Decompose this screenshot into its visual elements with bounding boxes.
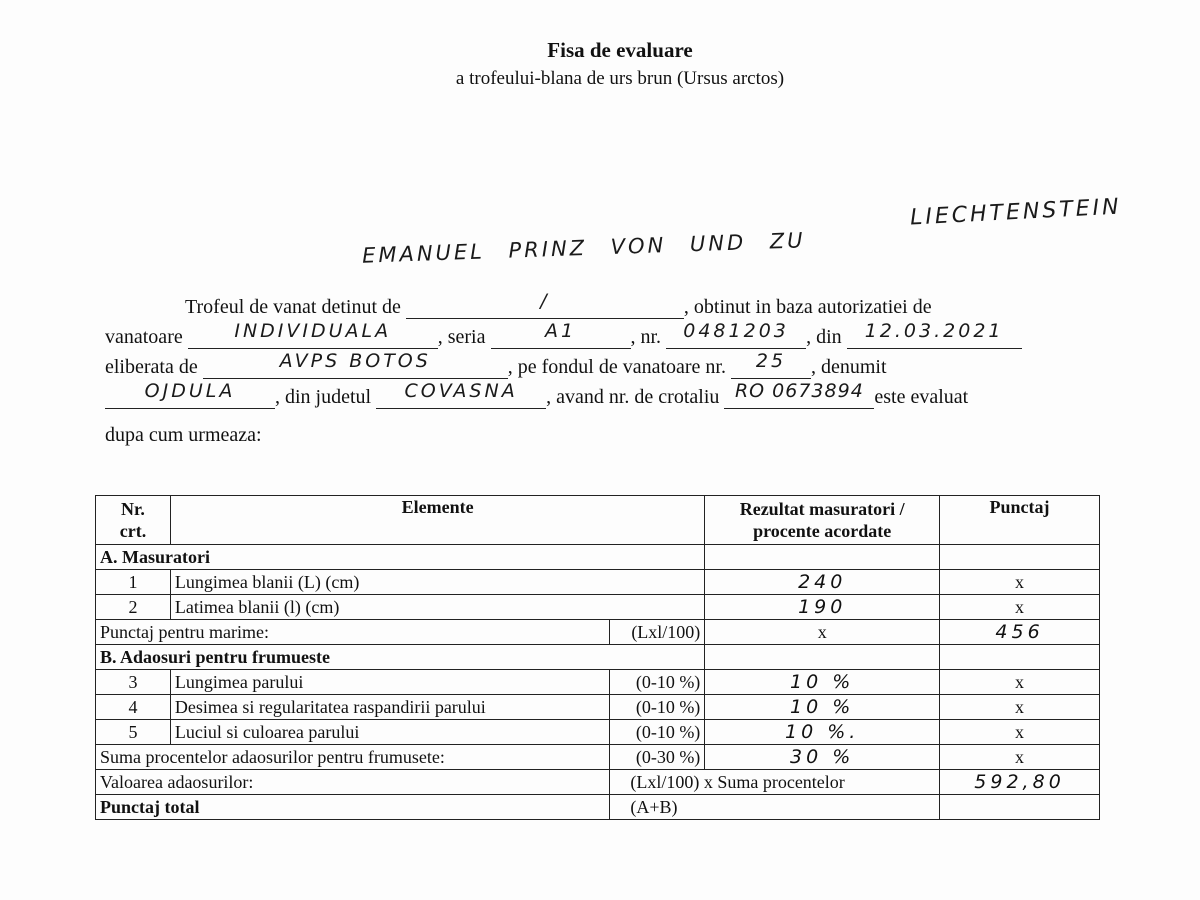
document-subtitle: a trofeului-blana de urs brun (Ursus arctos) <box>455 68 785 89</box>
form-line-2: vanatoare INDIVIDUALA , seria A1 , nr. 0481203 , din 12.03.2021 <box>105 326 1022 349</box>
total-value <box>940 795 1100 820</box>
width-value: 190 <box>705 595 940 620</box>
owner-name-line2: EMANUEL PRINZ VON UND ZU <box>361 228 806 268</box>
percent-sum-row: Suma procentelor adaosurilor pentru frumusete: (0-30 %) 30 % x <box>96 745 1100 770</box>
document-title: Fisa de evaluare <box>547 38 693 62</box>
length-value: 240 <box>705 570 940 595</box>
tag-number-field: RO 0673894 <box>724 386 874 409</box>
table-row: 5 Luciul si culoarea parului (0-10 %) 10 %. x <box>96 720 1100 745</box>
table-row: 3 Lungimea parului (0-10 %) 10 % x <box>96 670 1100 695</box>
table-row: 2 Latimea blanii (l) (cm) 190 x <box>96 595 1100 620</box>
series-field: A1 <box>491 326 631 349</box>
total-row: Punctaj total (A+B) <box>96 795 1100 820</box>
form-line-3: eliberata de AVPS BOTOS , pe fondul de vanatoare nr. 25 , denumit <box>105 350 887 378</box>
date-field: 12.03.2021 <box>847 326 1022 349</box>
county-field: COVASNA <box>376 386 546 409</box>
header-score: Punctaj <box>940 496 1100 545</box>
section-b-row <box>96 645 1100 670</box>
owner-name-line1: LIECHTENSTEIN <box>909 194 1123 231</box>
section-b-label: B. Adaosuri pentru frumueste <box>96 645 705 670</box>
number-field: 0481203 <box>666 326 806 349</box>
additions-value: 592,80 <box>940 770 1100 795</box>
form-line-5: dupa cum urmeaza: <box>105 424 262 446</box>
form-line-1: Trofeul de vanat detinut de / , obtinut in baza autorizatiei de <box>185 290 932 318</box>
owner-field: / <box>406 296 684 319</box>
size-score-value: 456 <box>940 620 1100 645</box>
section-a-label: A. Masuratori <box>96 545 705 570</box>
table-row: 1 Lungimea blanii (L) (cm) 240 x <box>96 570 1100 595</box>
fund-name-field: OJDULA <box>105 386 275 409</box>
size-score-row: Punctaj pentru marime: (Lxl/100) x 456 <box>96 620 1100 645</box>
section-a-row <box>96 545 1100 570</box>
issued-by-field: AVPS BOTOS <box>203 356 508 379</box>
authorization-type-field: INDIVIDUALA <box>188 326 438 349</box>
header-result: Rezultat masuratori / procente acordate <box>705 496 940 545</box>
hunting-fund-number-field: 25 <box>731 356 811 379</box>
table-row: 4 Desimea si regularitatea raspandirii parului (0-10 %) 10 % x <box>96 695 1100 720</box>
table-header-row <box>96 496 1100 545</box>
header-nr: Nr. crt. <box>96 496 171 545</box>
additions-value-row: Valoarea adaosurilor: (Lxl/100) x Suma procentelor 592,80 <box>96 770 1100 795</box>
header-elements: Elemente <box>170 496 704 545</box>
evaluation-table <box>95 495 1100 820</box>
form-line-4: OJDULA , din judetul COVASNA , avand nr. de crotaliu RO 0673894 este evaluat <box>105 386 968 409</box>
